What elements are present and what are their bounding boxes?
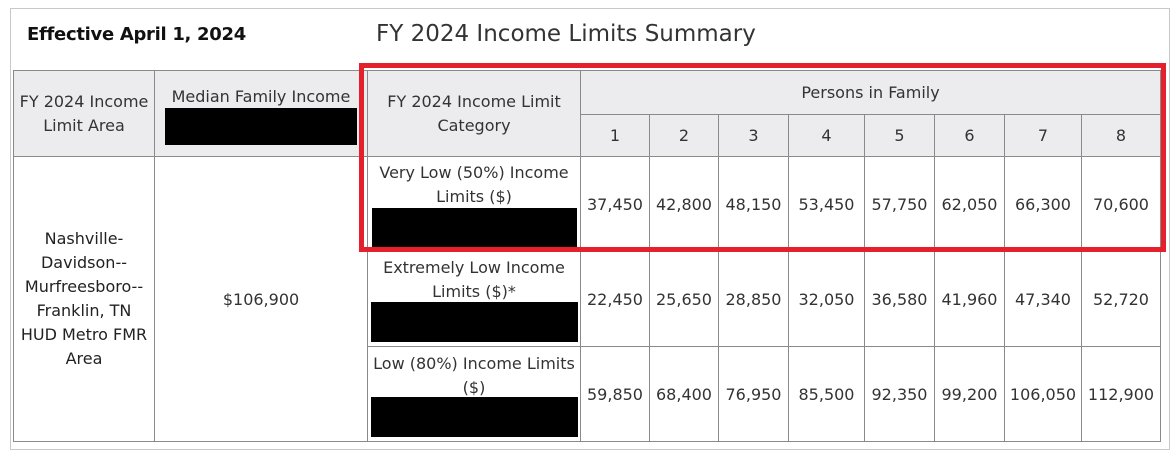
area-name-label: Nashville-Davidson--Murfreesboro--Franklin, TN HUD Metro FMR Area <box>20 229 148 368</box>
value-cell: 106,050 <box>1005 347 1082 442</box>
persons-in-family-header <box>581 71 1161 115</box>
value-cell: 76,950 <box>719 347 789 442</box>
category-header-label: FY 2024 Income Limit Category <box>387 91 561 135</box>
value-cell: 32,050 <box>789 252 865 347</box>
median-income-redaction <box>165 108 357 145</box>
median-income-cell <box>155 157 368 442</box>
category-cell-extremely-low <box>368 252 581 347</box>
value-cell: 41,960 <box>935 252 1005 347</box>
value-cell: 57,750 <box>865 157 935 252</box>
person-count-2: 2 <box>650 115 719 157</box>
person-count-5: 5 <box>865 115 935 157</box>
page-title: FY 2024 Income Limits Summary <box>376 21 756 47</box>
value-cell: 42,800 <box>650 157 719 252</box>
value-cell: 92,350 <box>865 347 935 442</box>
value-cell: 22,450 <box>581 252 650 347</box>
median-income-value: $106,900 <box>222 289 300 309</box>
effective-date: Effective April 1, 2024 <box>27 24 246 45</box>
value-cell: 62,050 <box>935 157 1005 252</box>
value-cell: 70,600 <box>1082 157 1161 252</box>
category-label-low: Low (80%) Income Limits ($) <box>373 353 575 397</box>
value-cell: 59,850 <box>581 347 650 442</box>
value-cell: 36,580 <box>865 252 935 347</box>
value-cell: 99,200 <box>935 347 1005 442</box>
table-row-very-low <box>14 157 1161 252</box>
value-cell: 52,720 <box>1082 252 1161 347</box>
value-cell: 66,300 <box>1005 157 1082 252</box>
area-header <box>14 71 155 157</box>
value-cell: 25,650 <box>650 252 719 347</box>
value-cell: 28,850 <box>719 252 789 347</box>
redaction-block <box>371 397 578 437</box>
category-cell-very-low <box>368 157 581 252</box>
area-header-label: FY 2024 Income Limit Area <box>19 91 149 135</box>
person-count-1: 1 <box>581 115 650 157</box>
redaction-block <box>372 208 577 248</box>
person-count-3: 3 <box>719 115 789 157</box>
value-cell: 85,500 <box>789 347 865 442</box>
value-cell: 48,150 <box>719 157 789 252</box>
category-header <box>368 71 581 157</box>
person-count-8: 8 <box>1082 115 1161 157</box>
redaction-block <box>371 302 578 342</box>
area-name <box>14 157 155 442</box>
persons-in-family-label: Persons in Family <box>801 82 940 102</box>
value-cell: 37,450 <box>581 157 650 252</box>
value-cell: 112,900 <box>1082 347 1161 442</box>
category-label-very-low: Very Low (50%) Income Limits ($) <box>379 162 569 206</box>
person-count-7: 7 <box>1005 115 1082 157</box>
value-cell: 53,450 <box>789 157 865 252</box>
category-cell-low <box>368 347 581 442</box>
person-count-6: 6 <box>935 115 1005 157</box>
category-label-extremely-low: Extremely Low Income Limits ($)* <box>383 258 565 301</box>
person-count-4: 4 <box>789 115 865 157</box>
value-cell: 68,400 <box>650 347 719 442</box>
value-cell: 47,340 <box>1005 252 1082 347</box>
median-income-header-label: Median Family Income <box>171 87 351 106</box>
